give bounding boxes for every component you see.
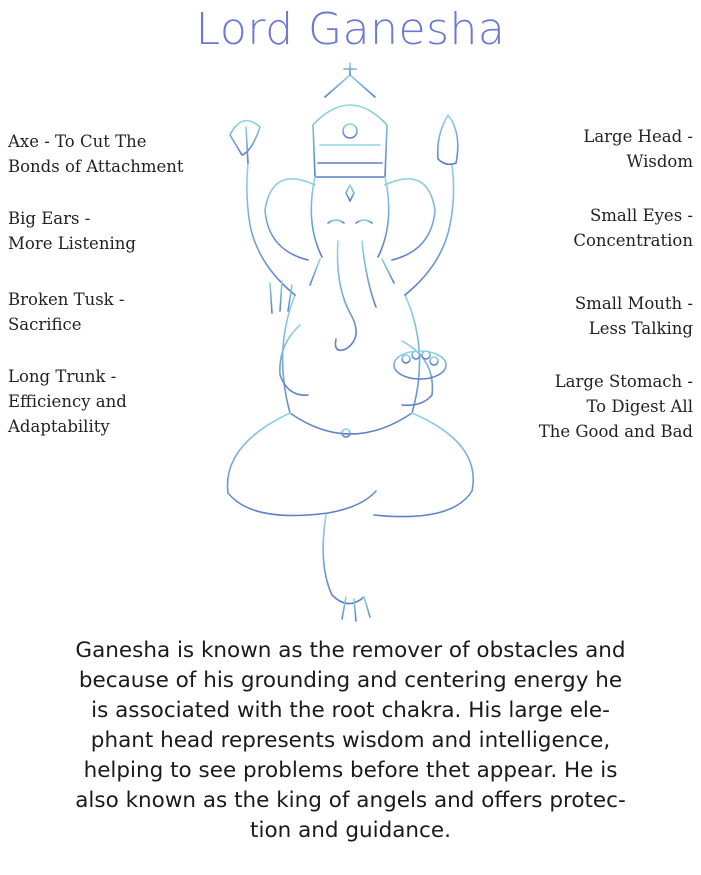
label-line: Broken Tusk - — [8, 290, 125, 309]
label-small-eyes — [573, 203, 693, 253]
label-line: Axe - To Cut The — [8, 132, 147, 151]
label-line: The Good and Bad — [538, 422, 693, 441]
label-long-trunk — [8, 364, 127, 439]
label-line: More Listening — [8, 234, 136, 253]
description-line: helping to see problems before thet appear. He is — [83, 758, 618, 783]
label-line: Adaptability — [8, 417, 110, 436]
label-line: Less Talking — [588, 319, 693, 338]
label-line: Concentration — [573, 231, 693, 250]
description-line: is associated with the root chakra. His large ele- — [91, 698, 610, 723]
page-title: Lord Ganesha — [195, 4, 506, 55]
label-line: Bonds of Attachment — [8, 157, 184, 176]
label-line: Long Trunk - — [8, 367, 117, 386]
description-line: because of his grounding and centering energy he — [78, 668, 623, 693]
label-line: Large Head - — [583, 127, 693, 146]
ganesha-line-art-icon — [150, 45, 550, 635]
label-line: Sacrifice — [8, 315, 82, 334]
description-line: phant head represents wisdom and intelligence, — [90, 728, 611, 753]
label-line: Large Stomach - — [554, 372, 693, 391]
label-broken-tusk — [8, 287, 125, 337]
description-line: also known as the king of angels and offers protec- — [75, 788, 626, 813]
label-line: Efficiency and — [8, 392, 127, 411]
label-large-head — [583, 124, 693, 174]
label-line: Small Mouth - — [574, 294, 693, 313]
description-line: tion and guidance. — [250, 818, 451, 843]
label-line: Small Eyes - — [589, 206, 693, 225]
label-line: Wisdom — [626, 152, 693, 171]
label-large-stomach — [539, 369, 693, 444]
label-big-ears — [8, 206, 136, 256]
label-line: To Digest All — [586, 397, 693, 416]
label-line: Big Ears - — [8, 209, 91, 228]
description-paragraph — [22, 636, 679, 846]
label-small-mouth — [575, 291, 693, 341]
description-line: Ganesha is known as the remover of obstacles and — [75, 638, 626, 663]
